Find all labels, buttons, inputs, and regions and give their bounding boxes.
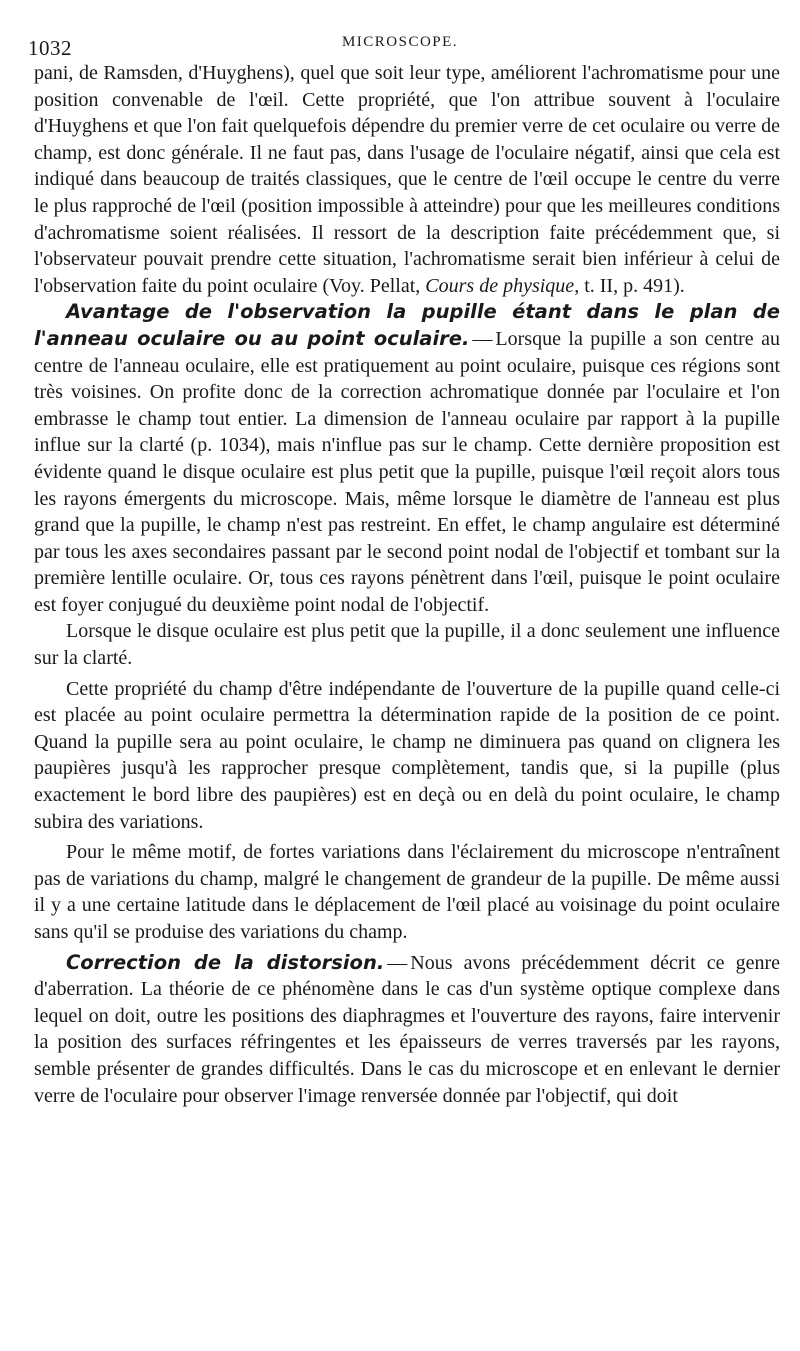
paragraph-continuation (34, 60, 780, 299)
paragraph: Lorsque le disque oculaire est plus petit que la pupille, il a donc seulement une influence sur la clarté. (34, 620, 780, 670)
citation-ref: , t. II, p. 491). (574, 274, 685, 297)
section-distorsion (34, 950, 780, 1110)
section-heading: Correction de la distorsion. (66, 950, 385, 974)
paragraph: Cette propriété du champ d'être indépendante de l'ouverture de la pupille quand celle-ci est placée au point oculaire permettra la détermination rapide de la position de ce point. Quand la pupille sera au point oculaire, le champ ne diminuera pas quand on clignera les paupières jusqu'à les rapprocher presque complètement, tandis que, si la pupille (plus exactement le bord libre des paupières) est en deçà ou en delà du point oculaire, le champ subira des variations. (34, 677, 780, 833)
paragraph: Pour le même motif, de fortes variations dans l'éclairement du microscope n'entraînent pas de variations du champ, malgré le changement de grandeur de la pupille. De même aussi il y a une certaine latitude dans le déplacement de l'œil placé au voisinage du point oculaire sans qu'il se produise des variations du champ. (34, 841, 780, 943)
em-dash: — (387, 951, 408, 974)
section-heading: Avantage de l'observation la pupille étant dans le plan de l'anneau oculaire ou au point oculaire. (34, 300, 780, 350)
section-avantage (34, 299, 780, 618)
paragraph-text: Lorsque la pupille a son centre au centre de l'anneau oculaire, elle est pratiquement au point oculaire, puisque ces régions sont très voisines. On profite donc de la correction achromatique donnée par l'oculaire et l'on embrasse le champ tout entier. La dimension de l'anneau oculaire par rapport à la pupille influe sur la clarté (p. 1034), mais n'influe pas sur le champ. Cette dernière proposition est évidente quand le disque oculaire est plus petit que la pupille, puisque l'œil reçoit alors tous les rayons émergents du microscope. Mais, même lorsque le diamètre de l'anneau est plus grand que la pupille, le champ n'est pas restreint. En effet, le champ angulaire est déterminé par tous les axes secondaires passant par le second point nodal de l'objectif et tombant sur la première lentille oculaire. Or, tous ces rayons pénètrent dans l'œil, puisque le point oculaire est foyer conjugué du deuxième point nodal de l'objectif. (34, 327, 780, 616)
em-dash: — (472, 327, 493, 350)
citation-title: Cours de physique (425, 274, 575, 297)
running-title: MICROSCOPE. (341, 34, 459, 50)
body-text (34, 60, 780, 1109)
page-number: 1032 (28, 36, 72, 60)
paragraph-text: pani, de Ramsden, d'Huyghens), quel que soit leur type, améliorent l'achromatisme pour une position convenable de l'œil. Cette propriété, que l'on attribue souvent à l'oculaire d'Huyghens et que l'on fait quelquefois dépendre du premier verre de cet oculaire ou verre de champ, est donc générale. Il ne faut pas, dans l'usage de l'oculaire négatif, ainsi que cela est indiqué dans beaucoup de traités classiques, que le centre de l'œil occupe le centre du verre le plus rapproché de l'œil (position impossible à atteindre) pour que les meilleures conditions d'achromatisme soient réalisées. Il ressort de la description faite précédemment que, si l'observateur pouvait prendre cette situation, l'achromatisme serait bien inférieur à celui de l'observation faite du point oculaire (Voy. Pellat, (34, 62, 780, 297)
paragraph-text: Nous avons précédemment décrit ce genre d'aberration. La théorie de ce phénomène dans le cas d'un système optique complexe dans lequel on doit, outre les positions des diaphragmes et l'ouverture des rayons, faire intervenir la position des surfaces réfringentes et les épaisseurs de verres traversés par les rayons, semble présenter de grandes difficultés. Dans le cas du microscope et en enlevant le dernier verre de l'oculaire pour observer l'image renversée donnée par l'objectif, qui doit (34, 951, 781, 1107)
